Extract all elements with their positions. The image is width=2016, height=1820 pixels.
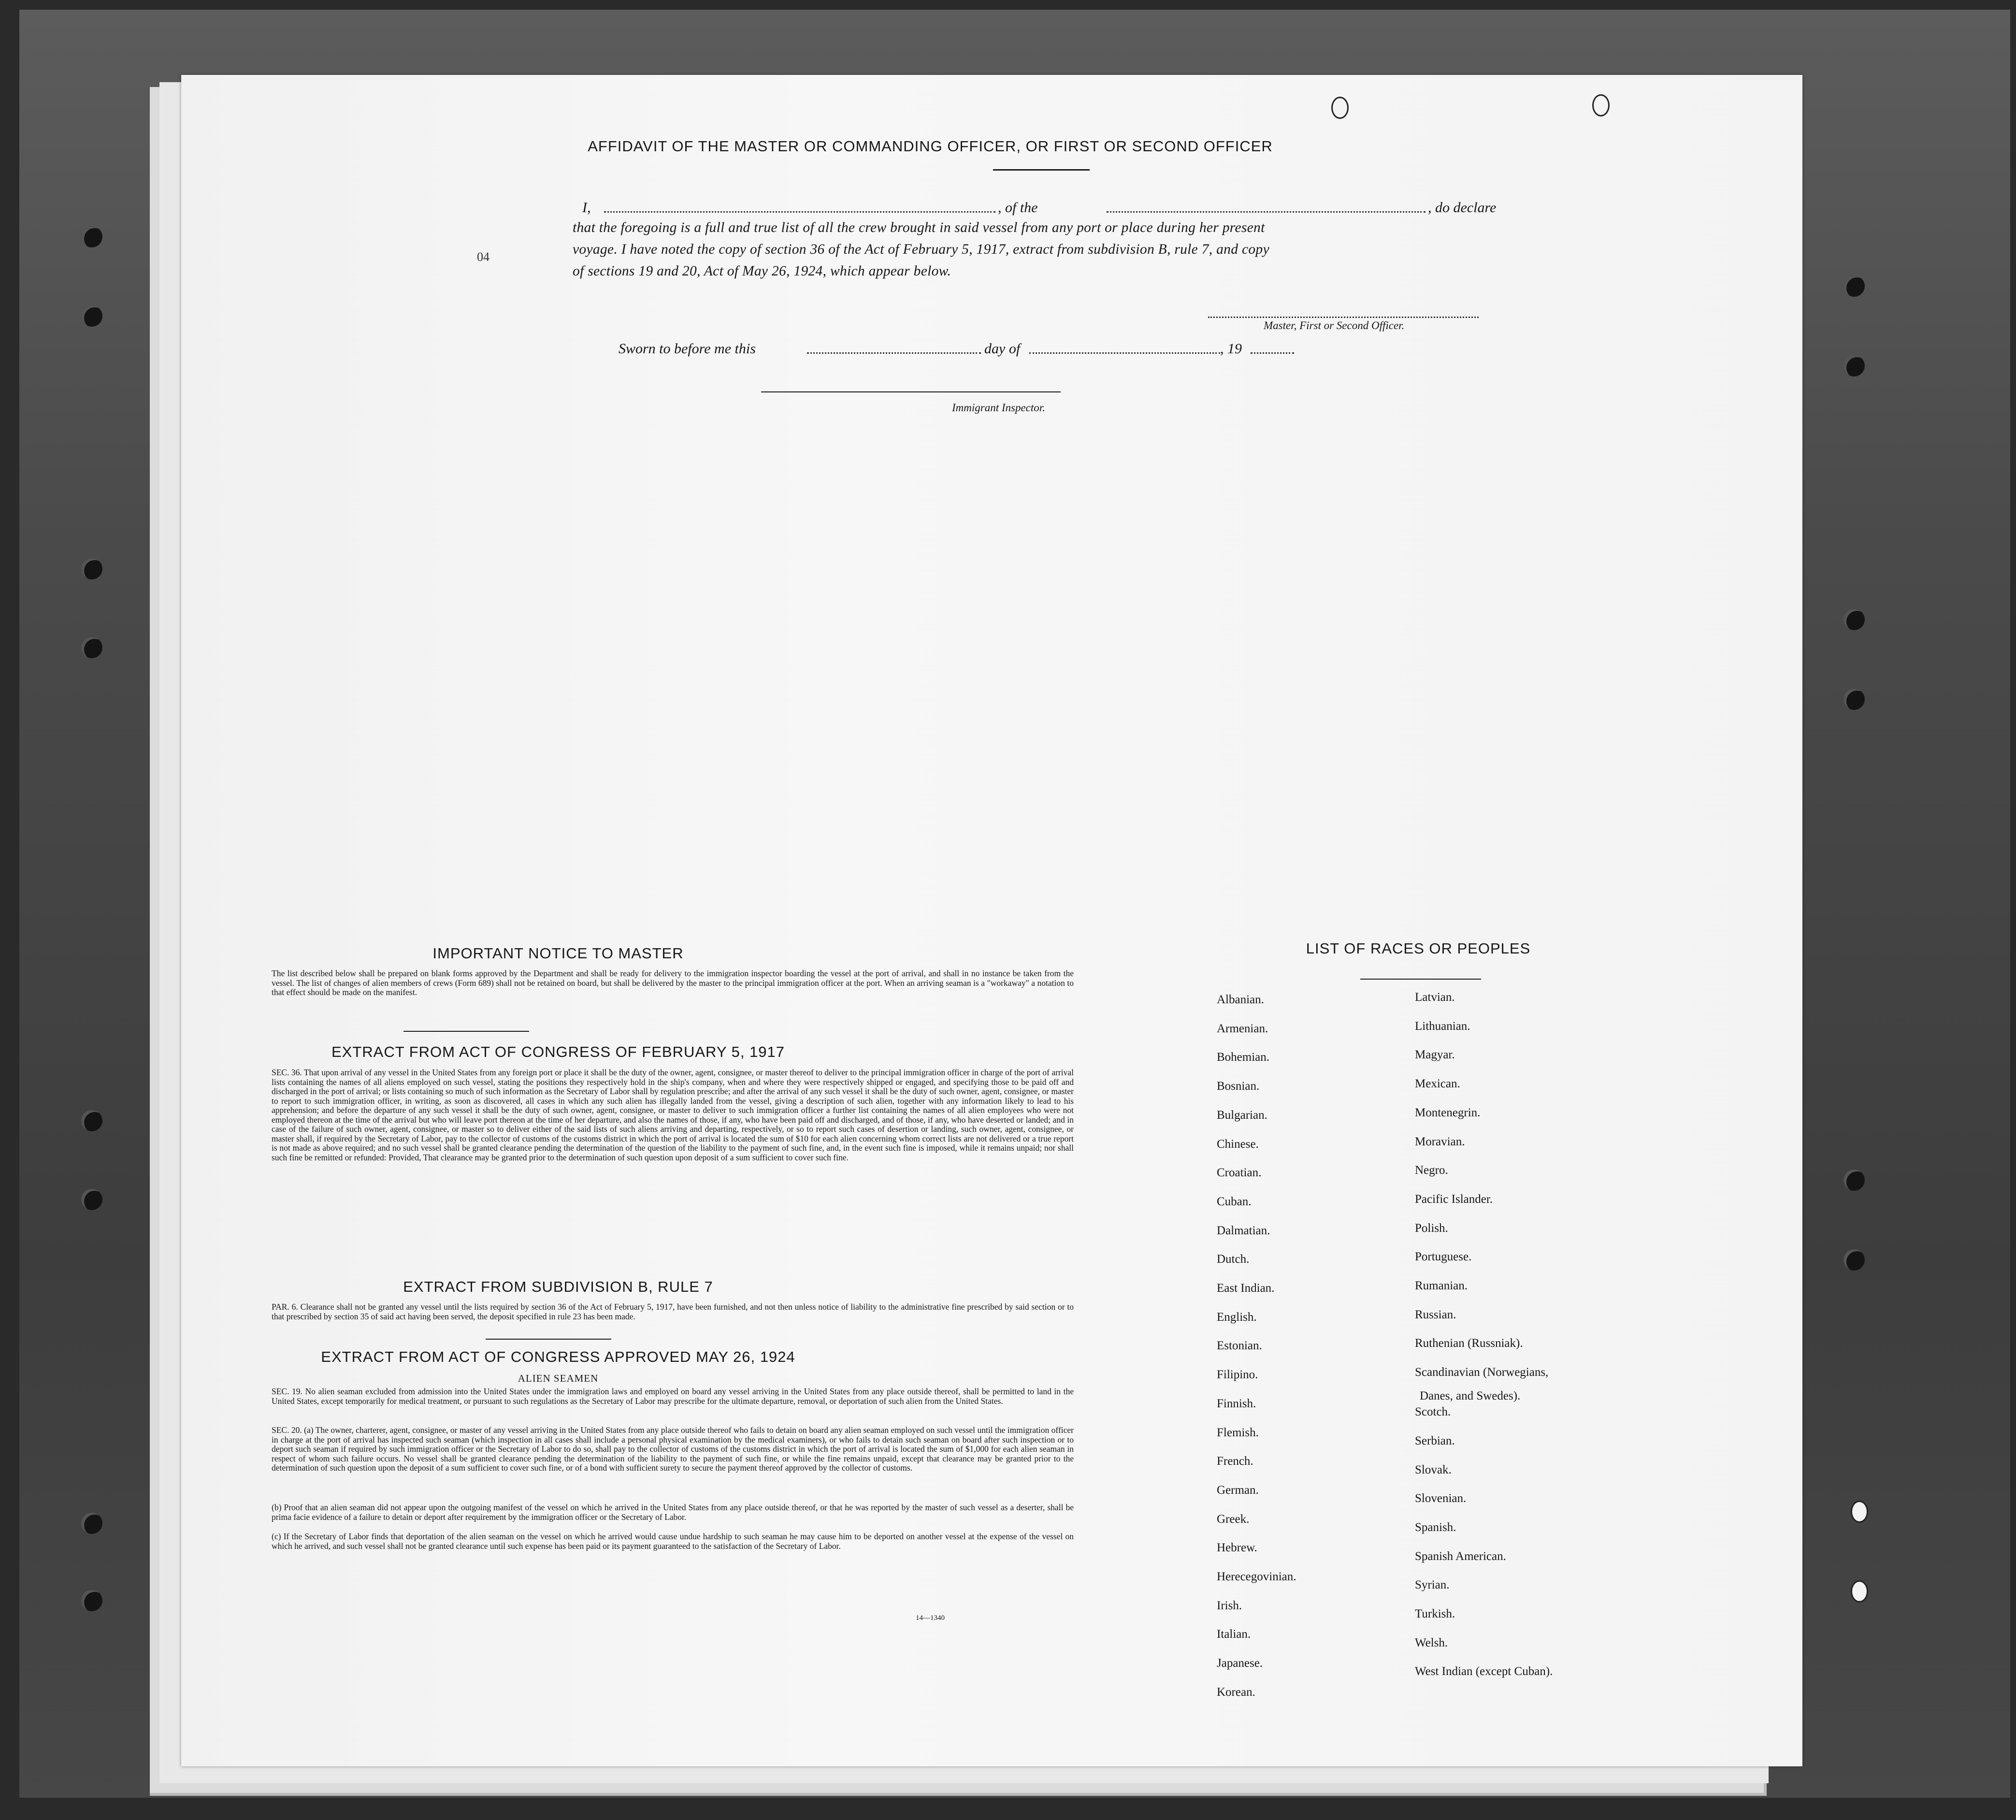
race-item: Croatian. [1217, 1166, 1262, 1180]
extract-rule7-text: PAR. 6. Clearance shall not be granted any vessel until the lists required by section 36 of the Act of February 5, 1917, have been furnished, and not then unless notice of liability to the administrative fine prescribed by said section or to that prescribed by section 35 of said act having been served, the deposit specified in rule 23 has been made. [272, 1302, 1074, 1321]
race-item: Japanese. [1217, 1657, 1263, 1670]
binder-hole-icon [81, 305, 102, 327]
race-item: Herecegovinian. [1217, 1570, 1296, 1583]
race-item: Hebrew. [1217, 1541, 1257, 1555]
race-item: Dalmatian. [1217, 1224, 1270, 1237]
notice-text: The list described below shall be prepared on blank forms approved by the Department and shall be ready for delivery to the immigration inspector boarding the vessel at the port of arrival, and shall in no instance be taken from the vessel. The list of changes of alien members of crews (Form 689) shall not be retained on board, but shall be delivered by the master to the principal immigration officer at the port. When an arriving seaman is a "workaway" a notation to that effect should be made on the manifest. [272, 968, 1074, 997]
race-item: Serbian. [1415, 1434, 1455, 1447]
race-item: Syrian. [1415, 1578, 1450, 1592]
sworn-year-blank[interactable] [1251, 352, 1294, 354]
affidavit-i: I, [582, 200, 591, 216]
races-underline [1360, 979, 1481, 980]
punch-hole-icon [1331, 97, 1349, 119]
section-divider [486, 1339, 611, 1340]
race-item: Negro. [1415, 1164, 1448, 1177]
affidavit-declare: , do declare [1428, 200, 1497, 216]
race-item: Bohemian. [1217, 1051, 1270, 1064]
race-item: Albanian. [1217, 993, 1264, 1006]
race-item: Latvian. [1415, 991, 1455, 1004]
race-item: Korean. [1217, 1685, 1255, 1699]
race-item: Chinese. [1217, 1137, 1259, 1151]
sworn-month-blank[interactable] [1029, 352, 1220, 354]
race-item: German. [1217, 1483, 1259, 1497]
race-scandinavian-cont: Danes, and Swedes). [1420, 1389, 1521, 1402]
races-title: LIST OF RACES OR PEOPLES [1306, 940, 1531, 957]
race-item: Filipino. [1217, 1368, 1258, 1382]
race-item: Scotch. [1415, 1405, 1451, 1419]
sworn-day-blank[interactable] [807, 352, 981, 354]
race-item: English. [1217, 1310, 1257, 1324]
affidavit-body: that the foregoing is a full and true list of all the crew brought in said vessel from any port or place during her present [573, 220, 1265, 235]
race-item: Ruthenian (Russniak). [1415, 1337, 1523, 1350]
inspector-signature-line[interactable] [761, 391, 1061, 392]
race-item: West Indian (except Cuban). [1415, 1665, 1553, 1678]
race-item: Finnish. [1217, 1397, 1256, 1410]
binder-hole-icon [81, 1189, 102, 1210]
race-item: Bosnian. [1217, 1080, 1260, 1093]
race-item: Spanish. [1415, 1520, 1456, 1534]
race-item: Rumanian. [1415, 1279, 1468, 1292]
sec19-text: SEC. 19. No alien seaman excluded from admission into the United States under the immigration laws and employed on board any vessel arriving in the United States from any place outside thereof, shall be permitted to land in the United States, except temporarily for medical treatment, or pursuant to such regulations as the Secretary of Labor may prescribe for the ultimate departure, removal, or deportation of such alien from the United States. [272, 1387, 1074, 1406]
binder-hole-icon [81, 1110, 102, 1131]
binder-hole-icon [1843, 1170, 1865, 1191]
form-page [181, 75, 1802, 1766]
sworn-prefix: Sworn to before me this [619, 341, 756, 357]
punch-hole-icon [1592, 94, 1610, 116]
race-item: Scandinavian (Norwegians, [1415, 1366, 1549, 1379]
sec20a-text: SEC. 20. (a) The owner, charterer, agent, consignee, or master of any vessel arriving in the United States from any place outside thereof who fails to detain on board any alien seaman employed on such vessel until the immigration officer in charge at the port of arrival has inspected such seaman (which inspection in all cases shall include a personal physical examination by the medical examiners), or who fails to detain such seaman on board after such inspection or to deport such seaman if required by such immigration officer or the Secretary of Labor to do so, shall pay to the collector of customs of the customs district in which the port of arrival is located the sum of $1,000 for each alien seaman in respect of whom such failure occurs. No vessel shall be granted clearance pending the determination of the liability to the payment of such fine, or while the fine remains unpaid, except that clearance may be granted prior to the determination of such question upon the deposit of a sum sufficient to cover such fine, or of a bond with sufficient surety to secure the payment thereof approved by the collector of customs. [272, 1425, 1074, 1473]
binder-hole-icon [81, 1513, 102, 1534]
sec20c-text: (c) If the Secretary of Labor finds that deportation of the alien seaman on the vessel on which he arrived would cause undue hardship to such seaman he may cause him to be deported on another vessel at the expense of the vessel on which he arrived, and such vessel shall not be granted clearance until such expense has been paid or its payment guaranteed to the satisfaction of the Secretary of Labor. [272, 1531, 1074, 1551]
race-item: Greek. [1217, 1512, 1250, 1526]
notice-title: IMPORTANT NOTICE TO MASTER [432, 945, 684, 962]
race-item: Lithuanian. [1415, 1019, 1470, 1033]
vessel-blank[interactable] [1107, 211, 1426, 213]
affidavit-title: AFFIDAVIT OF THE MASTER OR COMMANDING OFFICER, OR FIRST OR SECOND OFFICER [588, 138, 1273, 155]
race-item: Italian. [1217, 1628, 1251, 1641]
race-item: Spanish American. [1415, 1549, 1506, 1563]
punch-hole-icon [1851, 1580, 1868, 1603]
race-item: East Indian. [1217, 1282, 1275, 1295]
extract-1917-text: SEC. 36. That upon arrival of any vessel in the United States from any foreign port or place it shall be the duty of the owner, agent, consignee, or master thereof to deliver to the principal immigration officer in charge of the port of arrival lists containing the names of all aliens employed on such vessel, stating the positions they respectively hold in the ship's company, when and where they were respectively shipped or engaged, and specifying those to be paid off and discharged in the port of arrival; or lists containing so much of such information as the Secretary of Labor shall by regulation prescribe; and after the arrival of any such vessel it shall be the duty of such owner, agent, consignee, or master to report to such immigration officer, in writing, as soon as discovered, all cases in which any such alien has illegally landed from the vessel, giving a description of such alien, together with any information likely to lead to his apprehension; and before the departure of any such vessel it shall be the duty of such owner, agent, consignee, or master to deliver to such immigration officer a further list containing the names of all alien employees who were not employed thereon at the time of the arrival but who will leave port thereon at the time of her departure, and also the names of those, if any, who have been paid off and discharged, and of those, if any, who have deserted or landed; and in case of the failure of such owner, agent, consignee, or master so to deliver either of the said lists of such aliens arriving and departing, respectively, or so to report such cases of desertion or landing, such owner, agent, consignee, or master shall, if required by the Secretary of Labor, pay to the collector of customs of the customs district in which the port of arrival is located the sum of $10 for each alien concerning whom correct lists are not delivered or a true report is not made as above required; and no such vessel shall be granted clearance pending the determination of the question of the liability to the payment of such fine, and, in the event such fine is imposed, while it remains unpaid; nor shall such fine be remitted or refunded: Provided, That clearance may be granted prior to the determination of such question upon deposit of a sum sufficient to cover such fine. [272, 1068, 1074, 1162]
race-item: Armenian. [1217, 1022, 1268, 1035]
binder-hole-icon [81, 558, 102, 579]
form-number: 14—1340 [916, 1614, 945, 1622]
binder-hole-icon [1843, 1249, 1865, 1271]
race-item: Mexican. [1415, 1077, 1460, 1091]
race-item: French. [1217, 1455, 1253, 1468]
race-item: Welsh. [1415, 1636, 1448, 1649]
binder-hole-icon [1843, 275, 1865, 297]
sworn-year: , 19 [1220, 341, 1242, 357]
race-item: Polish. [1415, 1221, 1448, 1235]
binder-hole-icon [1843, 355, 1865, 376]
race-item: Slovenian. [1415, 1492, 1467, 1505]
section-divider [403, 1031, 529, 1032]
extract-1917-title: EXTRACT FROM ACT OF CONGRESS OF FEBRUARY 5, 1917 [331, 1043, 785, 1060]
affidavit-body: of sections 19 and 20, Act of May 26, 1924, which appear below. [573, 263, 951, 279]
punch-hole-icon [1851, 1501, 1868, 1523]
race-item: Estonian. [1217, 1339, 1262, 1353]
race-item: Irish. [1217, 1599, 1242, 1612]
affidavit-body: voyage. I have noted the copy of section 36 of the Act of February 5, 1917, extract from subdivision B, rule 7, and copy [573, 242, 1269, 257]
race-item: Bulgarian. [1217, 1108, 1267, 1122]
binder-hole-icon [81, 637, 102, 658]
race-item: Turkish. [1415, 1607, 1455, 1620]
signature-blank[interactable] [1208, 317, 1479, 318]
margin-mark: 04 [477, 250, 490, 264]
race-item: Pacific Islander. [1415, 1192, 1493, 1206]
name-blank[interactable] [604, 211, 995, 213]
race-item: Cuban. [1217, 1195, 1252, 1208]
race-item: Flemish. [1217, 1426, 1259, 1439]
race-item: Montenegrin. [1415, 1106, 1481, 1119]
binder-hole-icon [1843, 609, 1865, 630]
sworn-day-of: day of [984, 341, 1021, 357]
alien-seamen-subtitle: ALIEN SEAMEN [518, 1372, 599, 1384]
race-item: Magyar. [1415, 1048, 1455, 1062]
title-underline [993, 169, 1090, 171]
binder-hole-icon [81, 1590, 102, 1611]
binder-hole-icon [1843, 689, 1865, 710]
extract-rule7-title: EXTRACT FROM SUBDIVISION B, RULE 7 [403, 1278, 713, 1295]
binder-hole-icon [81, 226, 102, 247]
affidavit-of-the: , of the [998, 200, 1038, 216]
signature-caption: Master, First or Second Officer. [1264, 319, 1405, 332]
inspector-caption: Immigrant Inspector. [952, 402, 1045, 414]
sec20b-text: (b) Proof that an alien seaman did not appear upon the outgoing manifest of the vessel on which he arrived in the United States from any place outside thereof, or that he was reported by the master of such vessel as a deserter, shall be prima facie evidence of a failure to detain or deport after requirement by the immigration officer or the Secretary of Labor. [272, 1502, 1074, 1522]
race-item: Moravian. [1415, 1135, 1465, 1148]
race-item: Russian. [1415, 1308, 1456, 1321]
race-item: Portuguese. [1415, 1250, 1472, 1264]
race-item: Dutch. [1217, 1253, 1250, 1266]
extract-1924-title: EXTRACT FROM ACT OF CONGRESS APPROVED MAY 26, 1924 [321, 1348, 795, 1365]
race-item: Slovak. [1415, 1463, 1452, 1476]
